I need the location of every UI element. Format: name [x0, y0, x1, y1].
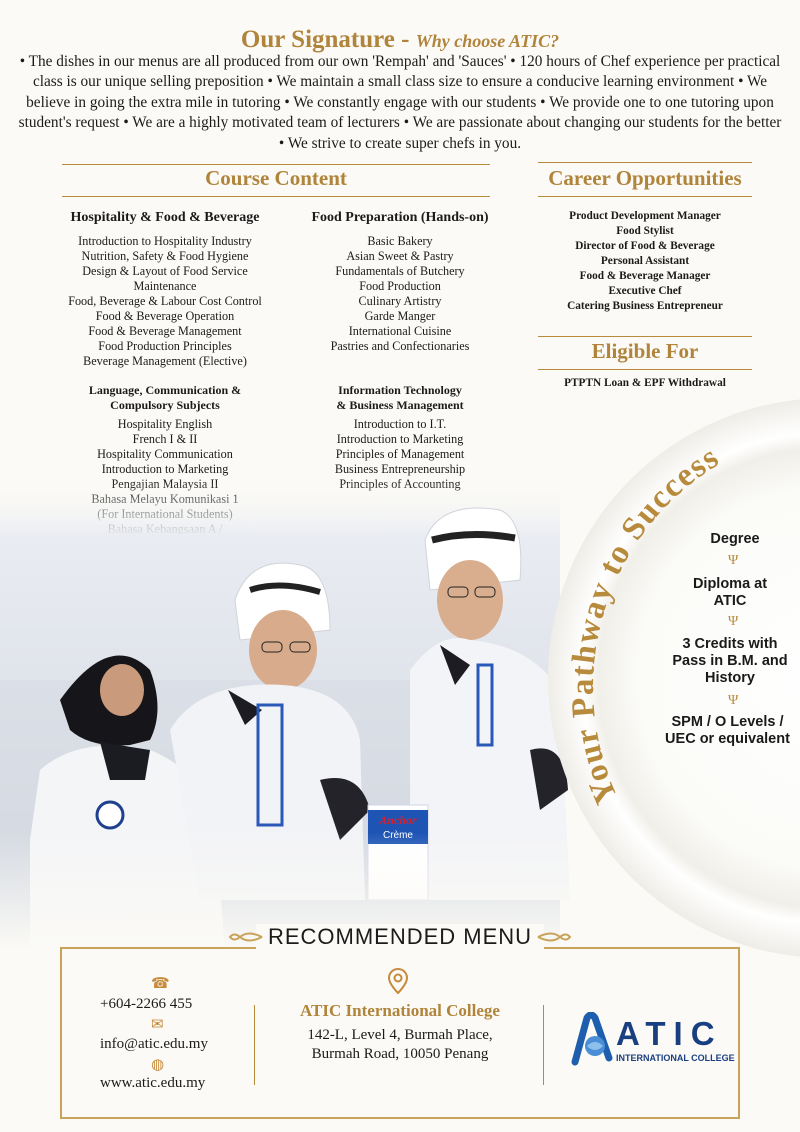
website-link[interactable]: www.atic.edu.my — [100, 1075, 206, 1091]
career-top-rule — [538, 162, 752, 163]
svg-text:Your Pathway to Success — [565, 439, 726, 809]
list-item: Nutrition, Safety & Food Hygiene — [81, 249, 249, 263]
list-item: Asian Sweet & Pastry — [346, 249, 454, 263]
list-item: Pastries and Confectionaries — [330, 339, 470, 353]
list-item: Product Development Manager — [569, 210, 721, 222]
list-item: Catering Business Entrepreneur — [567, 300, 723, 312]
list-item: Food Stylist — [616, 225, 674, 237]
list-item: Beverage Management (Elective) — [83, 354, 247, 368]
fork-icon: Ψ — [728, 614, 739, 629]
signature-title-main: Our Signature - — [240, 26, 410, 53]
course-content-title: Course Content — [205, 166, 347, 190]
list-item: Principles of Management — [335, 447, 465, 461]
list-item: Design & Layout of Food Service — [82, 264, 248, 278]
pathway-step-spm: SPM / O Levels / UEC or equivalent — [665, 714, 790, 747]
phone-number[interactable]: +604-2266 455 — [100, 996, 193, 1012]
col3-heading-line1: Language, Communication & — [88, 383, 242, 397]
col4-heading-line2: & Business Management — [336, 398, 464, 412]
pathway-step-diploma: Diploma at ATIC — [692, 576, 768, 609]
col2-heading: Food Preparation (Hands-on) — [311, 210, 489, 225]
list-item: Introduction to I.T. — [353, 417, 447, 431]
pathway-step-degree: Degree — [710, 531, 760, 547]
eligible-text: PTPTN Loan & EPF Withdrawal — [564, 377, 726, 389]
list-item: Basic Bakery — [367, 234, 433, 248]
list-item: French I & II — [132, 432, 198, 446]
atic-logo-text: ATIC — [616, 1015, 723, 1052]
fork-icon: Ψ — [728, 693, 739, 708]
list-item: Introduction to Marketing — [101, 462, 229, 476]
atic-logo-mark — [565, 1012, 615, 1066]
list-item: Executive Chef — [608, 285, 682, 297]
eligible-title: Eligible For — [591, 339, 699, 363]
signature-subtitle: Why choose ATIC? — [415, 31, 560, 51]
pathway-step-credits: 3 Credits with Pass in B.M. and History — [672, 636, 788, 686]
career-title: Career Opportunities — [548, 166, 742, 190]
list-item: Food & Beverage Management — [88, 324, 242, 338]
scroll-ornament-left — [228, 928, 264, 946]
course-bottom-rule — [62, 196, 490, 197]
email-address[interactable]: info@atic.edu.my — [100, 1036, 208, 1052]
location-pin-icon — [388, 968, 408, 994]
list-item: Introduction to Marketing — [336, 432, 464, 446]
pathway-title: Your Pathway to Success — [565, 438, 726, 810]
col3-heading-line2: Compulsory Subjects — [110, 398, 220, 412]
signature-text: • The dishes in our menus are all produced from our own 'Rempah' and 'Sauces' • 120 hours of Chef experience per practical class is our unique selling preposition • We maintain a small class size to ensure a conducive learning environment • We believe in going the extra mile in tutoring • We constantly engage with our students • We provide one to one tutoring upon student's request • We are a highly motivated team of lecturers • We are passionate about changing our students for the better • We strive to create super chefs in you. — [18, 53, 782, 152]
col4-heading-line1: Information Technology — [338, 383, 462, 397]
scroll-ornament-right — [536, 928, 572, 946]
eligible-top-rule — [538, 336, 752, 337]
email-icon: ✉ — [151, 1017, 164, 1033]
footer-divider-left — [254, 1005, 255, 1085]
list-item: Food Production — [359, 279, 441, 293]
course-top-rule — [62, 164, 490, 165]
list-item: Food Production Principles — [98, 339, 232, 353]
globe-icon: ◍ — [151, 1057, 165, 1073]
list-item: Garde Manger — [364, 309, 436, 323]
list-item: Introduction to Hospitality Industry — [78, 234, 252, 248]
signature-title — [0, 26, 800, 54]
address-line1: 142-L, Level 4, Burmah Place, — [307, 1027, 493, 1043]
eligible-bottom-rule — [538, 369, 752, 370]
list-item: Personal Assistant — [600, 255, 690, 267]
col1-list — [30, 234, 300, 369]
col2-list — [290, 234, 510, 354]
list-item: Food & Beverage Manager — [579, 270, 711, 282]
phone-icon: ☎ — [151, 976, 170, 992]
col1-heading: Hospitality & Food & Beverage — [70, 210, 260, 225]
col3-heading — [40, 383, 290, 413]
list-item: Business Entrepreneurship — [334, 462, 466, 476]
fork-icon: Ψ — [728, 553, 739, 568]
list-item: Maintenance — [133, 279, 197, 293]
college-name: ATIC International College — [300, 1001, 500, 1020]
list-item: Director of Food & Beverage — [575, 240, 715, 252]
list-item: Food, Beverage & Labour Cost Control — [68, 294, 262, 308]
list-item: Food & Beverage Operation — [95, 309, 235, 323]
list-item: Hospitality English — [117, 417, 213, 431]
list-item: International Cuisine — [348, 324, 452, 338]
career-bottom-rule — [538, 196, 752, 197]
atic-logo-subtext: INTERNATIONAL COLLEGE — [616, 1053, 735, 1063]
list-item: Hospitality Communication — [97, 447, 233, 461]
list-item: Culinary Artistry — [358, 294, 442, 308]
list-item: Fundamentals of Butchery — [335, 264, 465, 278]
career-list — [530, 209, 760, 314]
col4-heading — [290, 383, 510, 413]
recommended-menu-label: RECOMMENDED MENU — [256, 924, 544, 950]
address-line2: Burmah Road, 10050 Penang — [311, 1046, 489, 1062]
footer-divider-right — [543, 1005, 544, 1085]
